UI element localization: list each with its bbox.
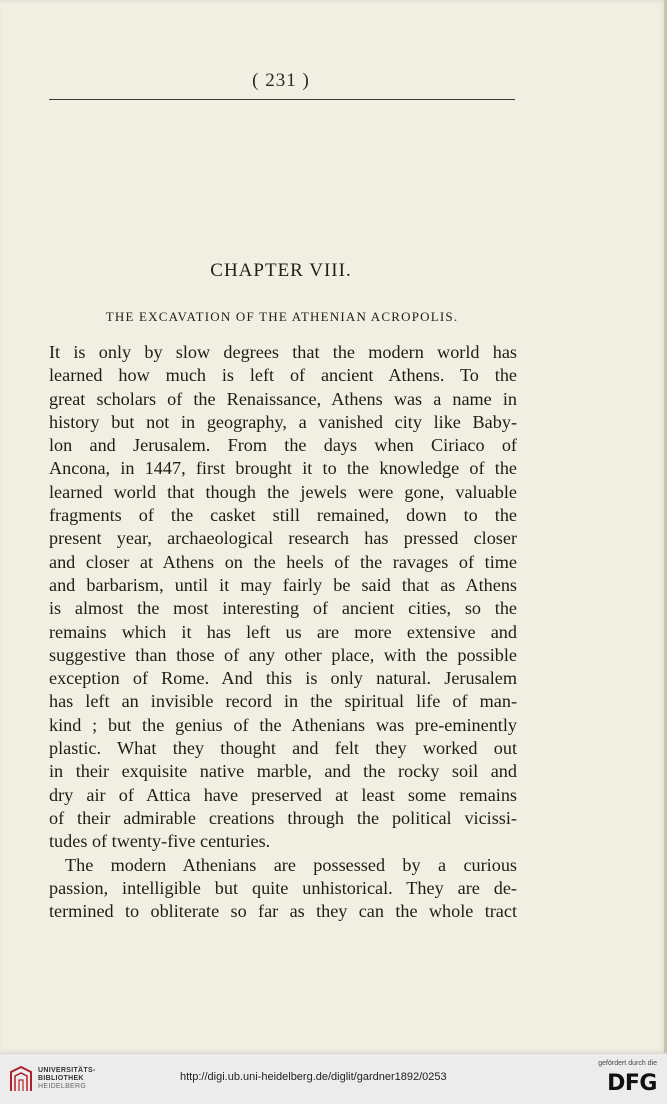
text-line: passion, intelligible but quite unhistorical. They are de- (49, 877, 517, 898)
text-line: learned how much is left of ancient Athens. To the (49, 365, 517, 386)
body-text (49, 341, 517, 923)
text-line: tudes of twenty-five centuries. (49, 831, 271, 852)
text-line: It is only by slow degrees that the modern world has (49, 342, 517, 362)
page-number: ( 231 ) (252, 70, 310, 91)
chapter-title: CHAPTER VIII. (210, 260, 352, 281)
text-line: has left an invisible record in the spiritual life of man- (49, 691, 517, 712)
text-line: lon and Jerusalem. From the days when Ciriaco of (49, 435, 517, 456)
chapter-subtitle: THE EXCAVATION OF THE ATHENIAN ACROPOLIS. (105, 309, 459, 324)
university-seal-icon (8, 1064, 34, 1094)
text-line: in their exquisite native marble, and the rocky soil and (49, 761, 517, 782)
text-line: and barbarism, until it may fairly be said that as Athens (49, 574, 517, 595)
library-name (38, 1067, 96, 1091)
text-line: present year, archaeological research has pressed closer (49, 528, 517, 549)
text-line: The modern Athenians are possessed by a curious (65, 854, 517, 875)
text-line: learned world that though the jewels were gone, valuable (49, 481, 517, 502)
text-line: plastic. What they thought and felt they worked out (49, 738, 517, 759)
text-line: great scholars of the Renaissance, Athens was a name in (49, 388, 517, 409)
library-line: UNIVERSITÄTS- (38, 1067, 96, 1074)
text-line: Ancona, in 1447, first brought it to the knowledge of the (49, 458, 517, 479)
text-line: is almost the most interesting of ancient cities, so the (49, 598, 517, 619)
library-line: BIBLIOTHEK (38, 1075, 84, 1082)
text-line: of their admirable creations through the political vicissi- (49, 807, 517, 828)
text-line: history but not in geography, a vanished city like Baby- (49, 411, 517, 432)
text-line: and closer at Athens on the heels of the ravages of time (49, 551, 517, 572)
text-line: fragments of the casket still remained, down to the (49, 505, 517, 526)
footer-bar (0, 1053, 667, 1104)
source-url-link[interactable]: http://digi.ub.uni-heidelberg.de/diglit/gardner1892/0253 (180, 1071, 447, 1083)
text-line: termined to obliterate so far as they can the whole tract (49, 901, 517, 922)
text-line: dry air of Attica have preserved at least some remains (49, 784, 517, 805)
text-line: remains which it has left us are more extensive and (49, 621, 517, 642)
library-line: HEIDELBERG (38, 1083, 87, 1090)
dfg-logo: DFG (607, 1071, 657, 1096)
header-rule (49, 99, 515, 100)
text-line: suggestive than those of any other place, with the possible (49, 644, 517, 665)
text-line: kind ; but the genius of the Athenians was pre-eminently (49, 714, 517, 735)
sponsor-label: gefördert durch die (598, 1060, 657, 1067)
text-line: exception of Rome. And this is only natural. Jerusalem (49, 668, 517, 689)
